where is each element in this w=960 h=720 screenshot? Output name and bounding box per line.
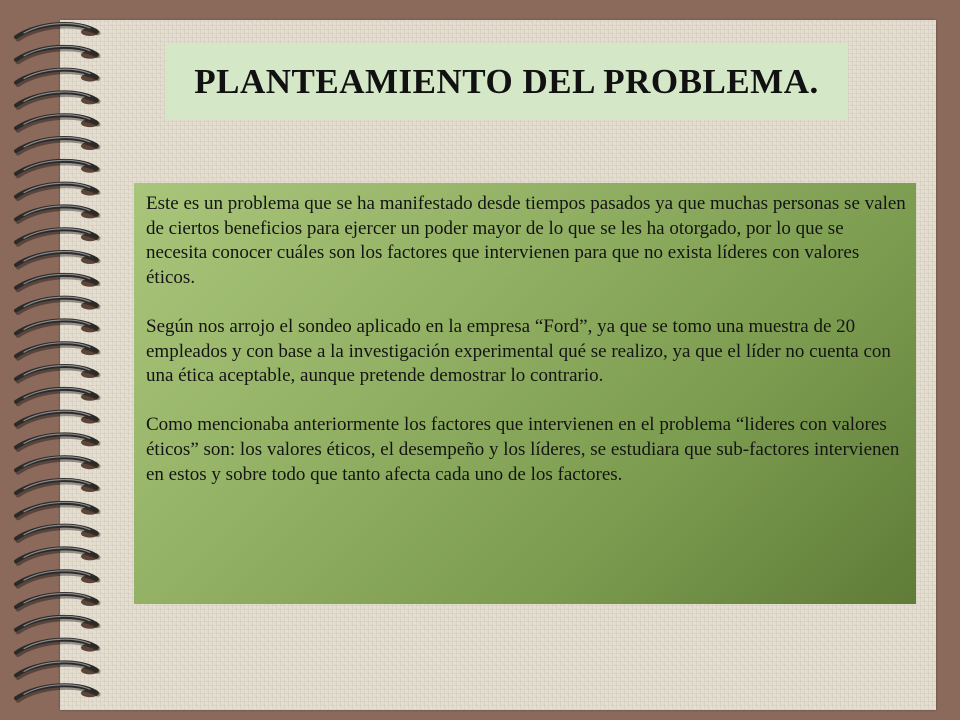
spiral-binding-icon xyxy=(0,0,110,720)
binding-ring xyxy=(16,206,99,221)
binding-ring xyxy=(16,297,99,312)
paragraph-1: Este es un problema que se ha manifestado desde tiempos pasados ya que muchas personas se valen de ciertos beneficios para ejercer un poder mayor de lo que se les ha otorgado, por lo que se necesita conocer cuáles son los factores que intervienen para que no exista líderes con valores éticos. xyxy=(146,193,906,288)
binding-ring xyxy=(16,502,99,517)
binding-ring xyxy=(16,616,99,631)
binding-ring xyxy=(16,434,99,449)
binding-ring xyxy=(16,252,99,267)
binding-ring xyxy=(16,480,99,495)
binding-ring xyxy=(16,24,99,39)
binding-ring xyxy=(16,115,99,130)
binding-ring xyxy=(16,571,99,586)
binding-ring xyxy=(16,138,99,153)
binding-ring xyxy=(16,388,99,403)
binding-ring xyxy=(16,229,99,244)
binding-ring xyxy=(16,160,99,175)
binding-ring xyxy=(16,662,99,677)
content-box xyxy=(134,183,916,604)
binding-ring xyxy=(16,46,99,61)
binding-ring xyxy=(16,366,99,381)
binding-ring xyxy=(16,639,99,654)
paragraph-2: Según nos arrojo el sondeo aplicado en la empresa “Ford”, ya que se tomo una muestra de 20 empleados y con base a la investigación experimental qué se realizo, ya que el líder no cuenta con una ética aceptable, aunque pretende demostrar lo contrario. xyxy=(146,315,891,387)
binding-ring xyxy=(16,320,99,335)
binding-ring xyxy=(16,183,99,198)
binding-ring xyxy=(16,594,99,609)
binding-ring xyxy=(16,343,99,358)
binding-ring xyxy=(16,274,99,289)
binding-ring xyxy=(16,525,99,540)
binding-ring xyxy=(16,92,99,107)
title-box xyxy=(165,43,848,120)
binding-ring xyxy=(16,457,99,472)
paragraph-3: Como mencionaba anteriormente los factores que intervienen en el problema “lideres con valores éticos” son: los valores éticos, el desempeño y los líderes, se estudiara que sub-factores intervienen en estos y sobre todo que tanto afecta cada uno de los factores. xyxy=(146,414,900,485)
binding-ring xyxy=(16,69,99,84)
binding-ring xyxy=(16,685,99,700)
slide-title: PLANTEAMIENTO DEL PROBLEMA. xyxy=(194,61,819,101)
binding-ring xyxy=(16,548,99,563)
binding-ring xyxy=(16,411,99,426)
